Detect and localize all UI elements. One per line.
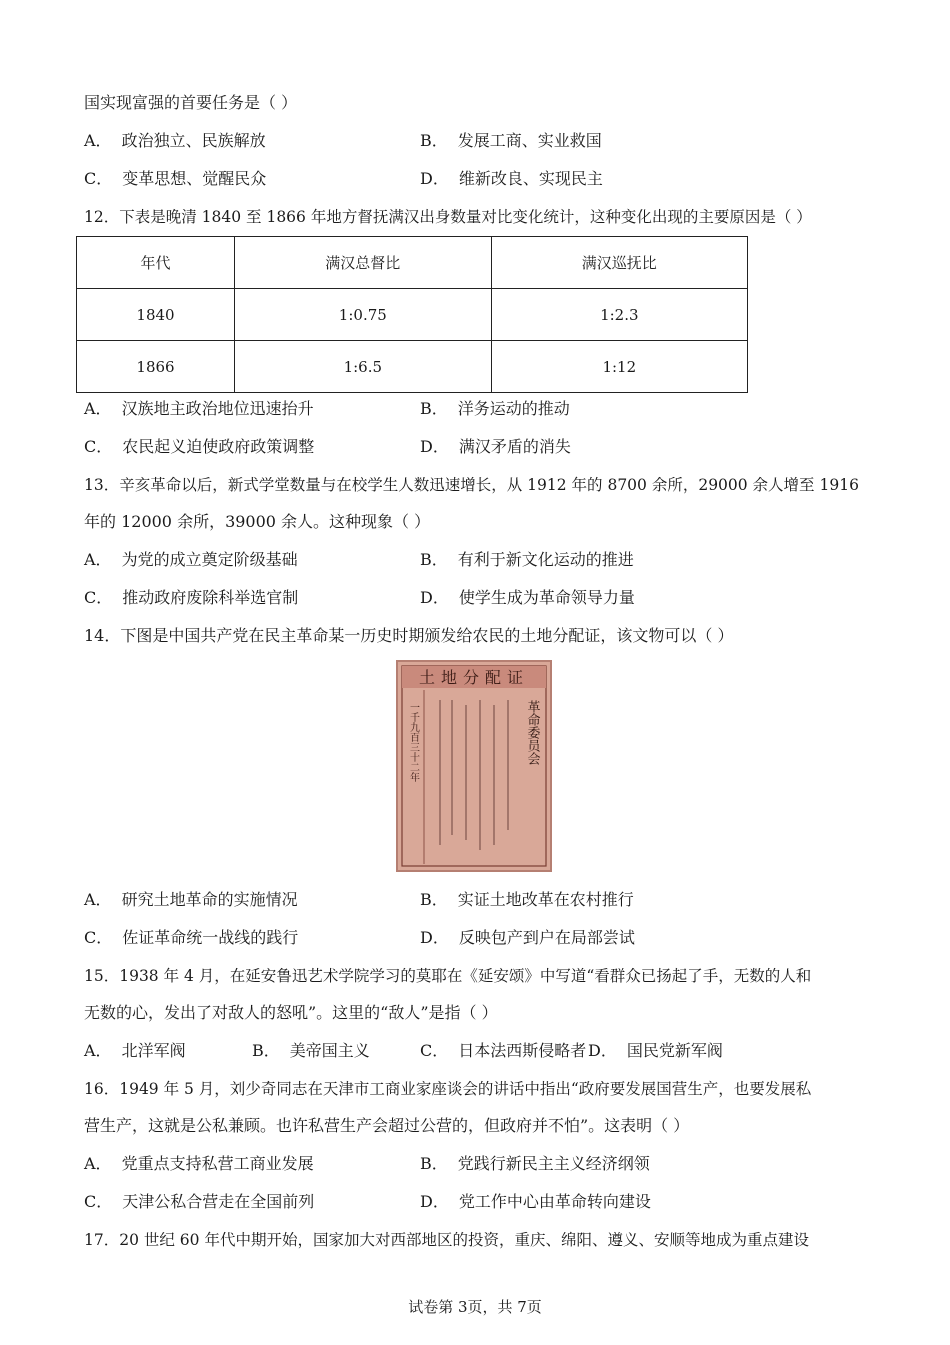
q12-option-b[interactable]: B． 洋务运动的推动 bbox=[420, 399, 570, 418]
q16-option-b[interactable]: B． 党践行新民主主义经济纲领 bbox=[420, 1154, 650, 1173]
q14-option-b[interactable]: B． 实证土地改革在农村推行 bbox=[420, 890, 634, 909]
table-header-row bbox=[77, 237, 748, 289]
page-footer: 试卷第 3页，共 7页 bbox=[408, 1298, 542, 1316]
table-row bbox=[77, 289, 748, 341]
table-cell: 1:6.5 bbox=[235, 341, 492, 393]
q13-option-c[interactable]: C． 推动政府废除科举选官制 bbox=[84, 588, 299, 607]
q11-option-b[interactable]: B． 发展工商、实业救国 bbox=[420, 131, 602, 150]
q15-option-c[interactable]: C． 日本法西斯侵略者 bbox=[420, 1041, 587, 1060]
q11-option-d[interactable]: D． 维新改良、实现民主 bbox=[420, 169, 603, 188]
q15-option-b[interactable]: B． 美帝国主义 bbox=[252, 1041, 370, 1060]
q12-option-c[interactable]: C． 农民起义迫使政府政策调整 bbox=[84, 437, 315, 456]
q12-stem: 12．下表是晚清 1840 至 1866 年地方督抚满汉出身数量对比变化统计，这种变化出现的主要原因是（ ） bbox=[84, 208, 812, 226]
table-row bbox=[77, 341, 748, 393]
q11-option-c[interactable]: C． 变革思想、觉醒民众 bbox=[84, 169, 267, 188]
q13-option-d[interactable]: D． 使学生成为革命领导力量 bbox=[420, 588, 635, 607]
q13-stem-line1: 13．辛亥革命以后，新式学堂数量与在校学生人数迅速增长，从 1912 年的 8700 余所，29000 余人增至 1916 bbox=[84, 476, 859, 494]
q12-table bbox=[76, 236, 748, 393]
table-cell: 1866 bbox=[77, 341, 235, 393]
q13-option-a[interactable]: A． 为党的成立奠定阶级基础 bbox=[84, 550, 298, 569]
q14-option-d[interactable]: D． 反映包产到户在局部尝试 bbox=[420, 928, 635, 947]
q11-stem-tail: 国实现富强的首要任务是（ ） bbox=[84, 93, 298, 112]
table-cell: 1:0.75 bbox=[235, 289, 492, 341]
q16-stem-line2: 营生产，这就是公私兼顾。也许私营生产会超过公营的，但政府并不怕”。这表明（ ） bbox=[84, 1116, 690, 1135]
q13-option-b[interactable]: B． 有利于新文化运动的推进 bbox=[420, 550, 634, 569]
q12-option-a[interactable]: A． 汉族地主政治地位迅速抬升 bbox=[84, 399, 314, 418]
q11-option-a[interactable]: A． 政治独立、民族解放 bbox=[84, 131, 266, 150]
land-certificate-artwork bbox=[396, 660, 552, 872]
table-cell: 1:2.3 bbox=[491, 289, 747, 341]
q17-stem-line1: 17．20 世纪 60 年代中期开始，国家加大对西部地区的投资，重庆、绵阳、遵义、安顺等地成为重点建设 bbox=[84, 1231, 809, 1249]
q14-stem: 14．下图是中国共产党在民主革命某一历史时期颁发给农民的土地分配证，该文物可以（ ） bbox=[84, 626, 734, 645]
certificate-issuer: 革命委员会 bbox=[524, 700, 540, 765]
q14-option-a[interactable]: A． 研究土地革命的实施情况 bbox=[84, 890, 298, 909]
q12-option-d[interactable]: D． 满汉矛盾的消失 bbox=[420, 437, 571, 456]
q14-option-c[interactable]: C． 佐证革命统一战线的践行 bbox=[84, 928, 299, 947]
q16-stem-line1: 16．1949 年 5 月，刘少奇同志在天津市工商业家座谈会的讲话中指出“政府要发展国营生产，也要发展私 bbox=[84, 1080, 812, 1098]
table-cell: 1840 bbox=[77, 289, 235, 341]
table-header-cell: 满汉巡抚比 bbox=[491, 237, 747, 289]
q16-option-d[interactable]: D． 党工作中心由革命转向建设 bbox=[420, 1192, 651, 1211]
q15-stem-line1: 15．1938 年 4 月，在延安鲁迅艺术学院学习的莫耶在《延安颂》中写道“看群众已扬起了手，无数的人和 bbox=[84, 967, 812, 985]
q13-stem-line2: 年的 12000 余所，39000 余人。这种现象（ ） bbox=[84, 512, 431, 531]
certificate-title: 土地分配证 bbox=[418, 668, 530, 687]
table-header-cell: 年代 bbox=[77, 237, 235, 289]
q16-option-a[interactable]: A． 党重点支持私营工商业发展 bbox=[84, 1154, 314, 1173]
table-cell: 1:12 bbox=[491, 341, 747, 393]
q15-option-a[interactable]: A． 北洋军阀 bbox=[84, 1041, 186, 1060]
certificate-date: 一千九百三十二年 bbox=[407, 702, 419, 782]
q16-option-c[interactable]: C． 天津公私合营走在全国前列 bbox=[84, 1192, 315, 1211]
q15-option-d[interactable]: D． 国民党新军阀 bbox=[588, 1041, 723, 1060]
table-header-cell: 满汉总督比 bbox=[235, 237, 492, 289]
land-certificate-image bbox=[396, 660, 552, 872]
q15-stem-line2: 无数的心，发出了对敌人的怒吼”。这里的“敌人”是指（ ） bbox=[84, 1003, 498, 1022]
